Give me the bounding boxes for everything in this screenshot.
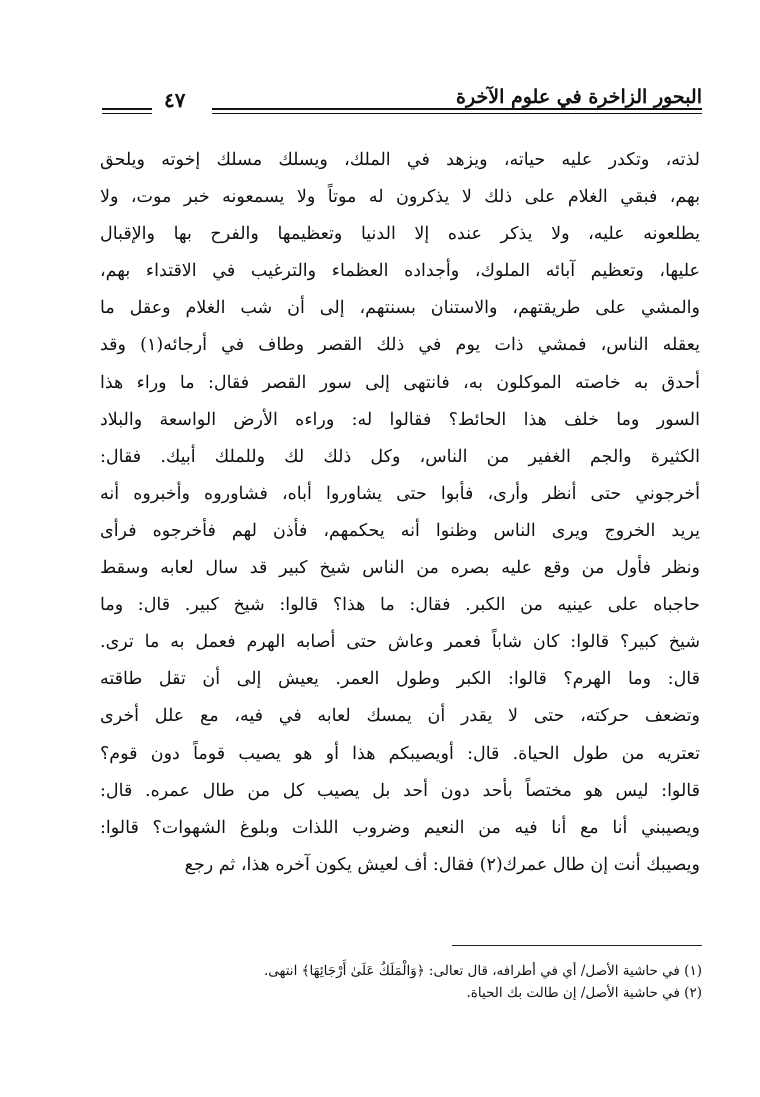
text-line: أخرجوني حتى أنظر وأرى، فأبوا حتى يشاوروا أباه، فشاوروه وأخبروه أنه (100, 483, 700, 504)
header-rule-left (102, 108, 152, 114)
footnote-separator (452, 945, 702, 946)
text-line: عليها، وتعظيم آبائه الملوك، وأجداده العظماء والترغيب في الاقتداء بهم، (100, 261, 700, 282)
text-line: قالوا: ليس هو مختصاً بأحد دون أحد بل يصيب كل من طال عمره. قال: (100, 780, 700, 801)
running-title: البحور الزاخرة في علوم الآخرة (456, 86, 702, 108)
text-line: بهم، فبقي الغلام على ذلك لا يذكرون له موتاً ولا يسمعونه خبر موت، ولا (100, 187, 700, 208)
text-line: شيخ كبير؟ قالوا: كان شاباً فعمر وعاش حتى أصابه الهرم فعمل به ما ترى. (100, 632, 700, 653)
text-line: يعقله الناس، فمشي ذات يوم في ذلك القصر وطاف في أرجائه(١) وقد (100, 335, 700, 356)
text-line: وتضعف حركته، حتى لا يقدر أن يمسك لعابه في فيه، مع علل أخرى (100, 706, 700, 727)
page-number: ٤٧ (164, 88, 186, 112)
text-line: ويصيبك أنت إن طال عمرك(٢) فقال: أف لعيش يكون آخره هذا، ثم رجع (184, 854, 700, 875)
text-line: يطلعونه عليه، ولا يذكر عنده إلا الدنيا وتعظيمها والفرح بها والإقبال (100, 224, 700, 245)
text-line: أحدق به خاصته الموكلون به، فانتهى إلى سور القصر فقال: ما وراء هذا (100, 372, 700, 393)
text-line: يريد الخروج ويرى الناس وظنوا أنه يحكمهم، فأذن لهم فأخرجوه فرأى (100, 520, 700, 541)
text-line: تعتريه من طول الحياة. قال: أويصيبكم هذا أو هو يصيب قوماً دون قوم؟ (100, 743, 700, 764)
page-header (102, 82, 702, 122)
text-line: حاجباه على عينيه من الكبر. فقال: ما هذا؟ قالوا: شيخ كبير. قال: وما (100, 595, 700, 616)
footnotes (102, 960, 702, 1004)
text-line: والمشي على طريقتهم، والاستنان بسنتهم، إلى أن شب الغلام وعقل ما (100, 298, 700, 319)
text-line: لذته، وتكدر عليه حياته، ويزهد في الملك، ويسلك مسلك إخوته ويلحق (100, 150, 700, 170)
text-line: قال: وما الهرم؟ قالوا: الكبر وطول العمر. يعيش إلى أن تقل طاقته (100, 669, 700, 690)
footnote-1: (١) في حاشية الأصل/ أي في أطرافه، قال تعالى: ﴿وَالْمَلَكُ عَلَىٰ أَرْجَائِهَا﴾ انتهى. (263, 963, 702, 979)
text-line: ونظر فأول من وقع عليه بصره من الناس شيخ كبير قد سال لعابه وسقط (100, 558, 700, 579)
header-rule-right (212, 108, 702, 114)
footnote-2: (٢) في حاشية الأصل/ إن طالت بك الحياة. (466, 985, 702, 1001)
text-line: السور وما خلف هذا الحائط؟ فقالوا له: وراءه الأرض الواسعة والبلاد (100, 409, 700, 430)
body-text (100, 142, 700, 884)
text-line: الكثيرة والجم الغفير من الناس، وكل ذلك لك وللملك أبيك. فقال: (100, 446, 700, 467)
text-line: ويصيبني أنا مع أنا فيه من النعيم وضروب اللذات وبلوغ الشهوات؟ قالوا: (100, 817, 700, 838)
